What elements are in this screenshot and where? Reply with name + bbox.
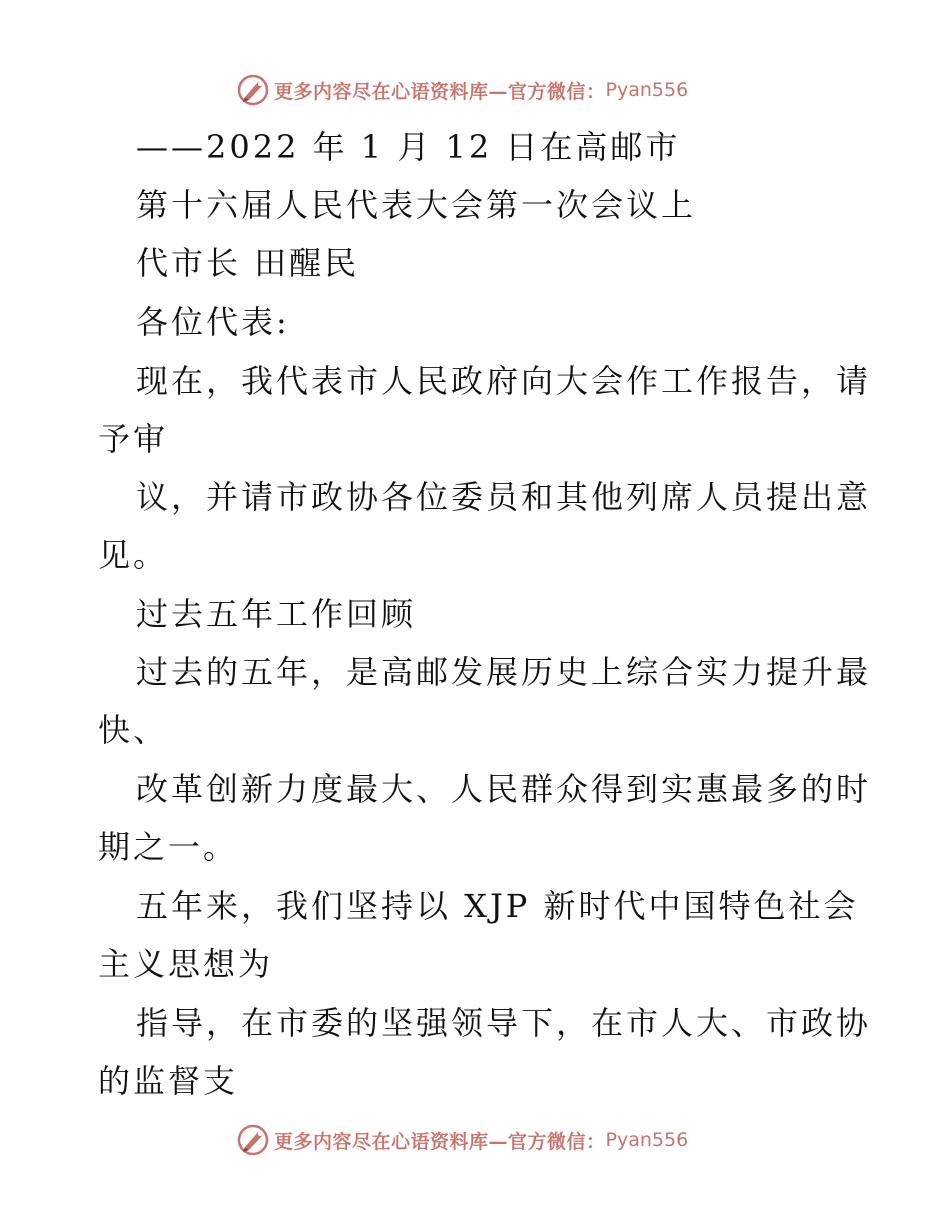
footer-watermark — [236, 1123, 688, 1157]
watermark-wechat-id: Pyan556 — [605, 79, 689, 101]
header-watermark — [236, 73, 688, 107]
text-line: ——2022 年 1 月 12 日在高邮市 — [136, 128, 681, 166]
text-line: 予审 — [98, 420, 169, 458]
text-line: 第十六届人民代表大会第一次会议上 — [136, 186, 697, 224]
text-line: 快、 — [98, 711, 169, 749]
text-line: 期之一。 — [98, 828, 239, 866]
watermark-text: 更多内容尽在心语资料库—官方微信： — [274, 80, 606, 103]
pen-logo-icon — [236, 1123, 270, 1157]
text-line: 改革创新力度最大、人民群众得到实惠最多的时 — [136, 770, 872, 808]
text-line: 过去五年工作回顾 — [136, 595, 417, 633]
watermark-text: 更多内容尽在心语资料库—官方微信： — [274, 1130, 606, 1153]
text-line: 指导，在市委的坚强领导下，在市人大、市政协 — [136, 1004, 872, 1042]
text-line: 议，并请市政协各位委员和其他列席人员提出意 — [136, 478, 872, 516]
text-line: 代市长 田醒民 — [136, 244, 360, 282]
text-line: 主义思想为 — [98, 945, 274, 983]
text-line: 的监督支 — [98, 1062, 239, 1100]
text-line: 五年来，我们坚持以 XJP 新时代中国特色社会 — [136, 887, 859, 925]
watermark-wechat-id: Pyan556 — [605, 1129, 689, 1151]
text-line: 各位代表: — [136, 303, 290, 341]
text-line: 过去的五年，是高邮发展历史上综合实力提升最 — [136, 653, 872, 691]
text-line: 见。 — [98, 536, 169, 574]
pen-logo-icon — [236, 73, 270, 107]
text-line: 现在，我代表市人民政府向大会作工作报告，请 — [136, 362, 872, 400]
